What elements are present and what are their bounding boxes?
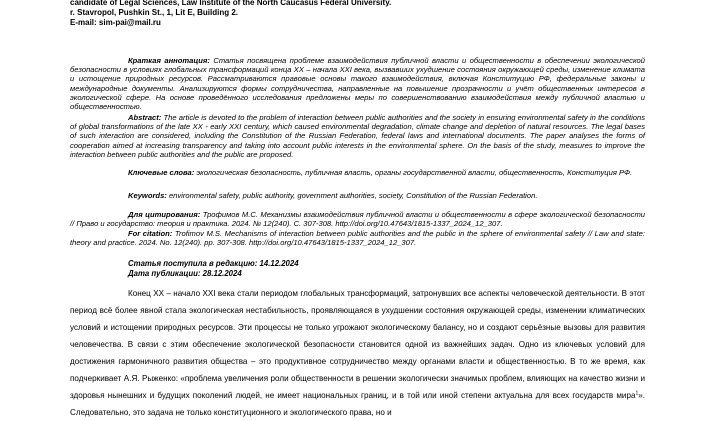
footnote-reference[interactable]: 1 (635, 390, 639, 397)
body-text-part2: ». Следовательно, это задача не только конституционного и экологического права, но и (70, 391, 645, 417)
citation-ru-label: Для цитирования: (128, 210, 201, 219)
annotation-ru-label: Краткая аннотация: (128, 56, 210, 65)
citation-ru-text: Трофимов М.С. Механизмы взаимодействия публичной власти и общественности в сфере экологической безопасности // Право и государство: теория и практика. 2024. № 12(240). С. 307-308. http://doi.org/10.47643/1815-1337_2024_12_307. (70, 210, 646, 229)
keywords-en-label: Keywords: (128, 191, 167, 200)
published-date: Дата публикации: 28.12.2024 (128, 268, 242, 278)
body-paragraph (70, 285, 645, 421)
keywords-en-text: environmental safety, public authority, government authorities, society, Constitution of the Russian Federation. (166, 191, 538, 200)
author-email: E-mail: sim-pai@mail.ru (70, 18, 161, 27)
publication-dates (128, 259, 299, 278)
keywords-en (70, 191, 645, 200)
citation-en-text: Trofimov M.S. Mechanisms of interaction between public authorities and the public in the sphere of environmental safety // Law and state: theory and practice. 2024. No. 12(240). pp. 307-308. http://doi.org/10.47643/1815-1337_2024_12_307. (70, 229, 645, 248)
abstract-en (70, 113, 645, 159)
annotation-ru-text: Статья посвящена проблеме взаимодействия публичной власти и общественности в обеспечении экологической безопасности в условиях глобальных трансформаций конца XX – начала XXI века, вызвавших ухудшение состояния окружающей среды, изменение климата и истощение природных ресурсов. Рассматриваются правовые основы такого взаимодействия, включая Конституцию РФ, федеральные законы и международные документы. Анализируются формы сотрудничества, направленные на повышение прозрачности и учёт общественных интересов в экологической сфере. На основе проведённого исследования предложены меры по совершенствованию взаимодействия между публичной властью и общественностью. (70, 56, 645, 112)
annotation-ru (70, 56, 645, 111)
keywords-ru-text: экологическая безопасность, публичная власть, органы государственной власти, общественность, Конституция РФ. (194, 168, 633, 177)
keywords-ru (70, 168, 645, 177)
citation-en-label: For citation: (128, 229, 173, 238)
citation-ru (70, 210, 645, 228)
body-text-part1: Конец XX – начало XXI века стали периодом глобальных трансформаций, затронувших все аспекты человеческой деятельности. В этот период всё более явной стала экологическая нестабильность, проявляющаяся в ухудшении состояния окружающей среды, изменении климатических условий и истощении природных ресурсов. Эти процессы не только угрожают экологическому балансу, но и создают серьёзные вызовы для развития человечества. В связи с этим обеспечение экологической безопасности становится одной из важнейших задач. Одно из ключевых условий для достижения гармоничного развития общества – это продуктивное сотрудничество между органами власти и общественностью. В то же время, как подчеркивает А.Я. Рыженко: «проблема увеличения роли общественности в решении экологически значимых проблем, влияющих на качество жизни и здоровья нынешних и будущих поколений людей, не имеет национальных границ, и в той или иной степени актуальна для всех государств мира (70, 289, 645, 400)
author-affiliation: candidate of Legal Sciences, Law Institute of the North Caucasus Federal University. (70, 0, 392, 7)
abstract-en-text: The article is devoted to the problem of interaction between public authorities and the society in ensuring environmental safety in the conditions of global transformations of the late XX - early XXI century, which caused environmental degradation, climate change and depletion of natural resources. The legal bases of such interaction are considered, including the Constitution of the Russian Federation, federal laws and international documents. The paper analyses the forms of cooperation aimed at increasing transparency and taking into account public interests in the environmental sphere. On the basis of the study, measures to improve the interaction between public authorities and the public are proposed. (70, 113, 645, 159)
citation-en (70, 229, 645, 247)
author-address: r. Stavropol, Pushkin St., 1, Lit E, Building 2. (70, 8, 239, 17)
keywords-ru-label: Ключевые слова: (128, 168, 195, 177)
received-date: Статья поступила в редакцию: 14.12.2024 (128, 259, 299, 268)
author-info (70, 0, 391, 28)
abstract-en-label: Abstract: (128, 113, 162, 122)
